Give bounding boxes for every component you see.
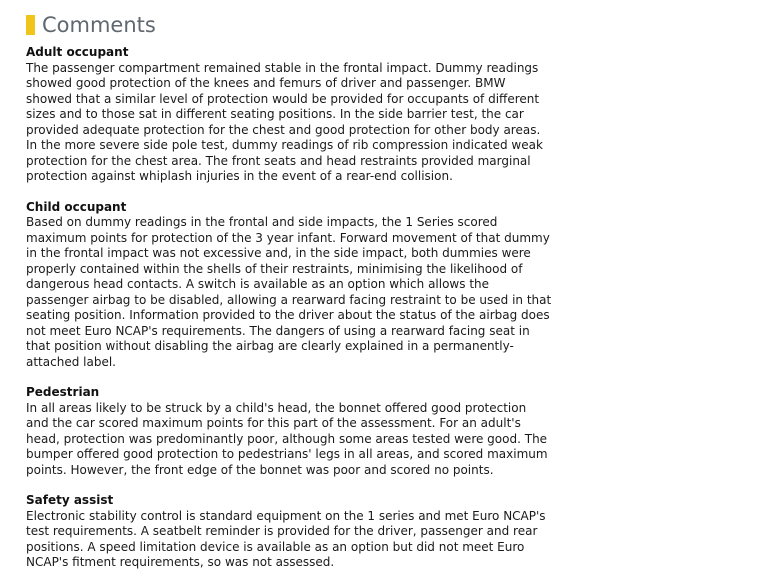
text-line: Electronic stability control is standard equipment on the 1 series and met Euro NCAP's: [26, 508, 546, 523]
text-line: test requirements. A seatbelt reminder is provided for the driver, passenger and rear: [26, 524, 538, 538]
section-adult-occupant: [26, 45, 546, 185]
section-title: Adult occupant: [26, 45, 129, 59]
section-body: [26, 401, 546, 479]
section-pedestrian: [26, 385, 546, 478]
text-line: NCAP's fitment requirements, so was not assessed.: [26, 555, 335, 569]
text-line: The passenger compartment remained stable in the frontal impact. Dummy readings: [26, 60, 539, 75]
section-body: [26, 215, 552, 370]
comments-content: [26, 45, 552, 586]
section-child-occupant: [26, 199, 552, 371]
text-line: not meet Euro NCAP's requirements. The dangers of using a rearward facing seat in: [26, 323, 530, 338]
text-line: provided adequate protection for the chest and good protection for other body areas.: [26, 122, 541, 137]
text-line: showed that a similar level of protection would be provided for occupants of different: [26, 91, 540, 106]
text-line: protection against whiplash injuries in the event of a rear-end collision.: [26, 169, 453, 183]
text-line: positions. A speed limitation device is available as an option but did not meet Euro: [26, 539, 525, 554]
comments-header: [26, 12, 156, 38]
section-body: [26, 61, 546, 185]
text-line: that position without disabling the airbag are clearly explained in a permanently-: [26, 339, 514, 353]
section-title: Safety assist: [26, 493, 114, 507]
text-line: properly contained within the shells of their restraints, minimising the likelihood of: [26, 261, 523, 276]
accent-bar: [26, 15, 35, 35]
section-title: Pedestrian: [26, 385, 100, 399]
text-line: maximum points for protection of the 3 year infant. Forward movement of that dummy: [26, 230, 550, 245]
text-line: protection for the chest area. The front seats and head restraints provided marginal: [26, 153, 531, 168]
text-line: In all areas likely to be struck by a child's head, the bonnet offered good protection: [26, 400, 527, 415]
text-line: passenger airbag to be disabled, allowing a rearward facing restraint to be used in that: [26, 292, 552, 307]
section-body: [26, 509, 546, 571]
text-line: points. However, the front edge of the bonnet was poor and scored no points.: [26, 462, 494, 477]
text-line: Based on dummy readings in the frontal and side impacts, the 1 Series scored: [26, 215, 498, 229]
text-line: in the frontal impact was not excessive and, in the side impact, both dummies were: [26, 246, 531, 260]
text-line: showed good protection of the knees and femurs of driver and passenger. BMW: [26, 76, 506, 90]
text-line: bumper offered good protection to pedestrians' legs in all areas, and scored maximum: [26, 447, 548, 461]
text-line: attached label.: [26, 354, 116, 369]
section-safety-assist: [26, 493, 546, 571]
text-line: In the more severe side pole test, dummy readings of rib compression indicated weak: [26, 138, 543, 152]
text-line: head, protection was predominantly poor, although some areas tested were good. The: [26, 431, 548, 446]
section-title: Child occupant: [26, 199, 127, 214]
text-line: and the car scored maximum points for this part of the assessment. For an adult's: [26, 416, 521, 430]
text-line: sizes and to those sat in different seating positions. In the side barrier test, the car: [26, 107, 524, 121]
text-line: dangerous head contacts. A switch is available as an option which allows the: [26, 277, 490, 291]
page-title: Comments: [42, 13, 156, 37]
text-line: seating position. Information provided to the driver about the status of the airbag does: [26, 308, 550, 322]
